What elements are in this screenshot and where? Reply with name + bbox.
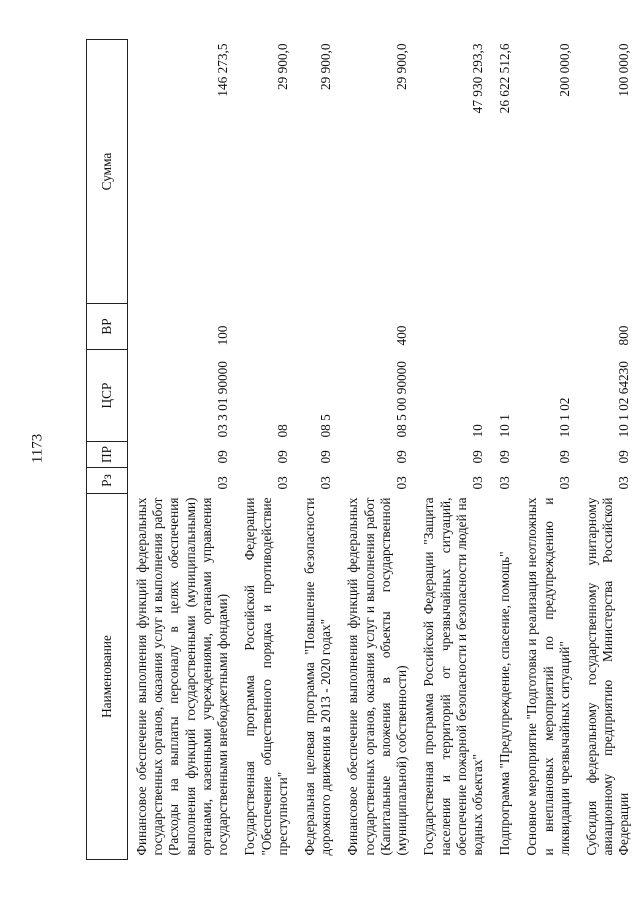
row-sum: 29 900,0 bbox=[318, 43, 334, 91]
header-vr: ВР bbox=[87, 304, 128, 350]
row-rz: 03 bbox=[497, 476, 513, 490]
row-name: Государственная программа Российской Федерации "Обеспечение общественного порядка и противодействие преступности" bbox=[242, 497, 290, 856]
row-pr: 09 bbox=[556, 450, 572, 464]
row-vr: 100 bbox=[215, 325, 231, 346]
row-rz: 03 bbox=[394, 476, 410, 490]
row-pr: 09 bbox=[616, 450, 632, 464]
row-vr bbox=[518, 304, 578, 350]
row-sum: 100 000,0 bbox=[616, 43, 632, 97]
table-row bbox=[415, 40, 491, 860]
row-rz: 03 bbox=[318, 476, 334, 490]
row-rz: 03 bbox=[616, 476, 632, 490]
table-header bbox=[87, 40, 128, 860]
row-name: Основное мероприятие "Подготовка и реализация неотложных и внеплановых мероприятий по предупреждению и ликвидации чрезвычайных ситуаций" bbox=[524, 497, 572, 856]
row-name: Финансовое обеспечение выполнения функций федеральных государственных органов, оказания услуг и выполнения работ (Расходы на выплаты персоналу в целях обеспечения выполнения функций государственными (муниципальными) органами, казенными учреждениями, органами управления государственными внебюджетными фондами) bbox=[134, 497, 231, 856]
table-row bbox=[491, 40, 518, 860]
header-pr: ПР bbox=[87, 442, 128, 468]
row-vr bbox=[415, 304, 491, 350]
header-csr: ЦСР bbox=[87, 350, 128, 442]
row-sum: 47 930 293,3 bbox=[469, 43, 485, 114]
row-pr: 09 bbox=[469, 450, 485, 464]
row-csr: 08 5 00 90000 bbox=[394, 361, 410, 438]
row-pr: 09 bbox=[394, 450, 410, 464]
row-sum: 146 273,5 bbox=[215, 43, 231, 97]
row-vr bbox=[296, 304, 339, 350]
row-csr: 03 3 01 90000 bbox=[215, 361, 231, 438]
row-csr: 10 bbox=[469, 424, 485, 438]
row-pr: 09 bbox=[274, 450, 290, 464]
row-vr bbox=[236, 304, 296, 350]
row-rz: 03 bbox=[274, 476, 290, 490]
table-row bbox=[236, 40, 296, 860]
row-rz: 03 bbox=[215, 476, 231, 490]
row-csr: 08 5 bbox=[318, 414, 334, 438]
row-name: Субсидия федеральному государственному унитарному авиационному предприятию Министерства Российской Федерации bbox=[584, 497, 632, 856]
table-row bbox=[296, 40, 339, 860]
budget-table-container bbox=[86, 40, 632, 860]
table-row bbox=[518, 40, 578, 860]
row-csr: 08 bbox=[274, 424, 290, 438]
row-name: Государственная программа Российской Федерации "Защита населения и территорий от чрезвычайных ситуаций, обеспечение пожарной безопасности и безопасности людей на водных объектах" bbox=[421, 497, 485, 856]
row-sum: 26 622 512,6 bbox=[497, 43, 513, 114]
table-row bbox=[128, 40, 237, 860]
row-rz: 03 bbox=[556, 476, 572, 490]
header-sum: Сумма bbox=[87, 40, 128, 304]
row-pr: 09 bbox=[318, 450, 334, 464]
row-name: Финансовое обеспечение выполнения функций федеральных государственных органов, оказания услуг и выполнения работ (Капитальные вложения в объекты государственной (муниципальной) собственности) bbox=[345, 497, 410, 856]
header-name: Наименование bbox=[87, 494, 128, 860]
table-row bbox=[339, 40, 415, 860]
row-pr: 09 bbox=[497, 450, 513, 464]
row-vr: 400 bbox=[394, 325, 410, 346]
table-row bbox=[578, 40, 638, 860]
row-sum: 29 900,0 bbox=[274, 43, 290, 91]
row-csr: 10 1 02 64230 bbox=[616, 361, 632, 438]
row-pr: 09 bbox=[215, 450, 231, 464]
row-csr: 10 1 02 bbox=[556, 397, 572, 438]
row-sum: 29 900,0 bbox=[394, 43, 410, 91]
page-number: 1173 bbox=[29, 433, 46, 464]
row-name: Федеральная целевая программа "Повышение безопасности дорожного движения в 2013 - 2020 годах" bbox=[301, 497, 334, 856]
row-name: Подпрограмма "Предупреждение, спасение, помощь" bbox=[497, 551, 513, 856]
row-rz: 03 bbox=[469, 476, 485, 490]
row-csr: 10 1 bbox=[497, 414, 513, 438]
row-vr bbox=[491, 304, 518, 350]
header-rz: Рз bbox=[87, 468, 128, 494]
row-sum: 200 000,0 bbox=[556, 43, 572, 97]
budget-table bbox=[86, 39, 638, 860]
row-vr: 800 bbox=[616, 325, 632, 346]
